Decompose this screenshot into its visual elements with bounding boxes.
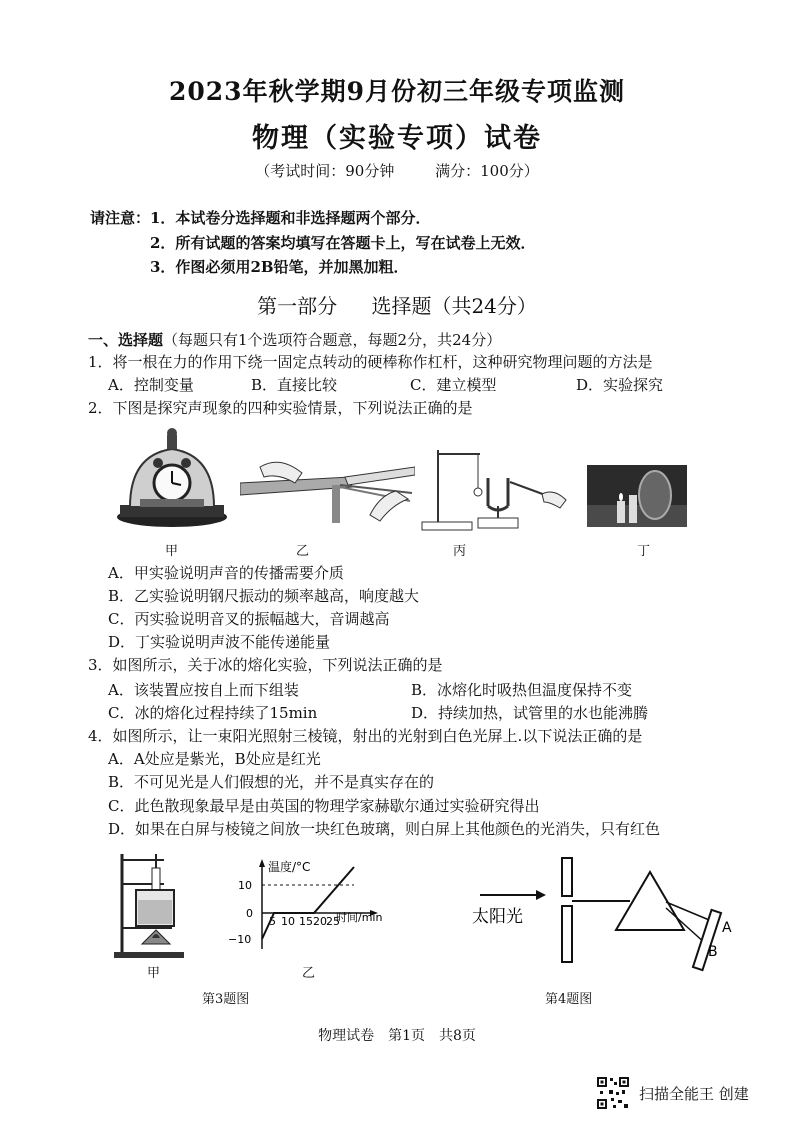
figure-caption: 第4题图: [545, 992, 593, 1007]
figure-label: 丁: [637, 544, 651, 559]
option: D．持续加热，试管里的水也能沸腾: [411, 704, 649, 722]
y-tick-label: 10: [238, 879, 252, 892]
point-b-label: B: [708, 944, 718, 960]
option: A．该装置应按自上而下组装: [108, 681, 299, 699]
option: A．A处应是紫光，B处应是红光: [108, 750, 321, 768]
x-tick-label: 10: [281, 915, 295, 928]
notes-label: 请注意：: [90, 209, 151, 227]
ruler-figure: [240, 455, 415, 525]
exam-subtitle: 物理（实验专项）试卷: [252, 123, 542, 154]
scanner-watermark: 扫描全能王 创建: [639, 1085, 749, 1103]
option: B．冰熔化时吸热但温度保持不变: [411, 681, 633, 699]
figure-label: 丙: [453, 544, 467, 559]
exam-time: （考试时间：90分钟: [255, 162, 395, 180]
x-tick-label: 25: [326, 915, 340, 928]
option: B．乙实验说明钢尺振动的频率越高，响度越大: [108, 587, 420, 605]
section-part: 第一部分: [257, 294, 338, 318]
y-axis-label: 温度/°C: [268, 860, 311, 874]
figure-label: 甲: [165, 544, 179, 559]
x-tick-label: 20: [313, 915, 327, 928]
question-stem: 1．将一根在力的作用下绕一固定点转动的硬棒称作杠杆，这种研究物理问题的方法是: [88, 353, 653, 371]
option: C．冰的熔化过程持续了15min: [108, 704, 318, 722]
option: D．实验探究: [576, 376, 664, 394]
sunlight-label: 太阳光: [472, 907, 523, 927]
question-stem: 3．如图所示，关于冰的熔化实验，下列说法正确的是: [88, 656, 443, 674]
option: B．不可见光是人们假想的光，并不是真实存在的: [108, 773, 435, 791]
instructions-text: （每题只有1个选项符合题意，每题2分，共24分）: [163, 331, 502, 349]
option: C．丙实验说明音叉的振幅越大，音调越高: [108, 610, 390, 628]
exam-meta: [0, 160, 794, 181]
figure-label: 乙: [302, 966, 316, 981]
question-stem: 4．如图所示，让一束阳光照射三棱镜，射出的光射到白色光屏上.以下说法正确的是: [88, 727, 643, 745]
section-heading: [0, 290, 794, 319]
option: C．此色散现象最早是由英国的物理学家赫歇尔通过实验研究得出: [108, 797, 540, 815]
point-a-label: A: [722, 920, 732, 936]
candle-figure: [587, 465, 687, 527]
option: D．丁实验说明声波不能传递能量: [108, 633, 331, 651]
full-score: 满分：100分）: [435, 162, 539, 180]
option: A．甲实验说明声音的传播需要介质: [108, 564, 344, 582]
x-tick-label: 5: [269, 915, 276, 928]
x-axis-label: 时间/min: [336, 911, 383, 924]
prism-dispersion-figure: [470, 850, 740, 975]
qr-code-icon: [596, 1076, 630, 1110]
option: D．如果在白屏与棱镜之间放一块红色玻璃，则白屏上其他颜色的光消失，只有红色: [108, 820, 661, 838]
instructions: [88, 329, 501, 351]
note-item: 3．作图必须用2B铅笔，并加黑加粗．: [150, 258, 409, 276]
x-tick-label: 15: [299, 915, 313, 928]
note-item: 2．所有试题的答案均填写在答题卡上，写在试卷上无效．: [150, 234, 536, 252]
note-item: 1．本试卷分选择题和非选择题两个部分．: [150, 209, 431, 227]
figure-label: 乙: [296, 544, 310, 559]
exam-title: 2023年秋学期9月份初三年级专项监测: [169, 77, 625, 106]
instructions-heading: 一、选择题: [88, 331, 164, 349]
figure-label: 甲: [147, 966, 161, 981]
question-stem: 2．下图是探究声现象的四种实验情景，下列说法正确的是: [88, 399, 473, 417]
temperature-graph: [224, 857, 439, 957]
y-tick-label: 0: [246, 907, 253, 920]
option: B．直接比较: [251, 376, 338, 394]
bell-jar-figure: [112, 425, 232, 535]
temperature-curve: [262, 867, 354, 939]
page-footer: 物理试卷 第1页 共8页: [318, 1028, 476, 1044]
melting-apparatus-figure: [112, 848, 192, 963]
figure-caption: 第3题图: [202, 992, 250, 1007]
option: A．控制变量: [108, 376, 194, 394]
tuning-fork-figure: [420, 448, 570, 533]
section-name: 选择题（共24分）: [371, 294, 537, 318]
option: C．建立模型: [410, 376, 497, 394]
y-tick-label: −10: [228, 933, 252, 946]
